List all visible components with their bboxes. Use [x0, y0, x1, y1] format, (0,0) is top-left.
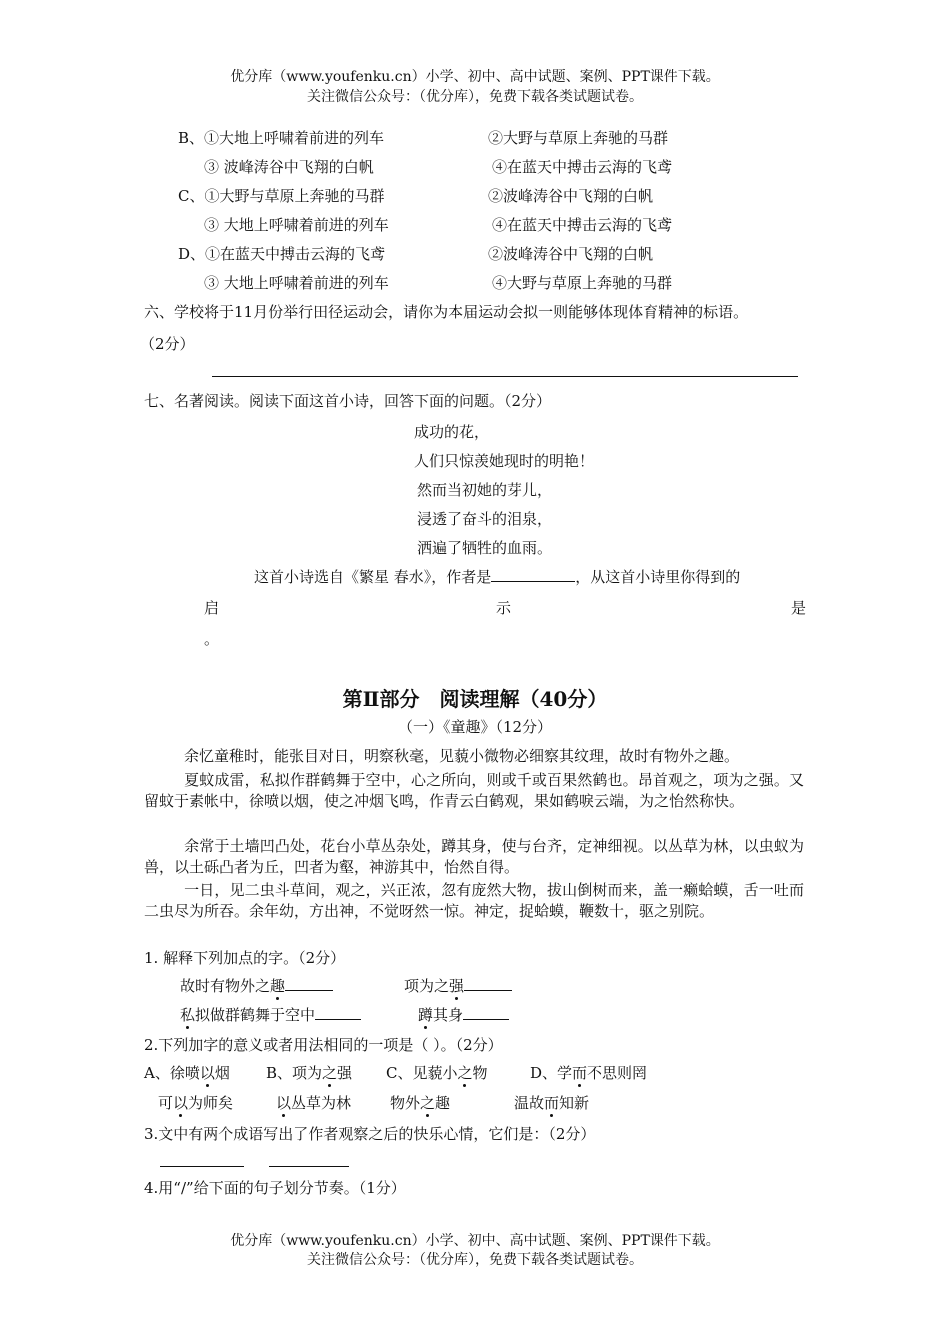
poem-line-4: 浸透了奋斗的泪泉， [417, 510, 553, 528]
question-7-prompt [254, 566, 740, 587]
q2-a2-post: 为师矣 [188, 1094, 234, 1112]
q2-c-post: 物 [472, 1064, 488, 1082]
option-b-4: ④在蓝天中搏击云海的飞鸢 [492, 158, 673, 176]
q1-d-blank[interactable] [463, 1005, 509, 1020]
q2-b-pre: B、项为 [266, 1064, 323, 1082]
option-c-3: ③ 大地上呼啸着前进的列车 [204, 216, 389, 234]
q2-a2-pre: 可 [158, 1094, 174, 1112]
q2-b2-dotted: 以 [276, 1094, 292, 1112]
q1-a-text: 故时有物外之 [180, 977, 271, 995]
q2-option-a-2 [158, 1092, 233, 1113]
q2-a-dotted: 以 [199, 1064, 215, 1082]
header-line-1: 优分库（www.youfenku.cn）小学、初中、高中试题、案例、PPT课件下载。 [230, 69, 720, 85]
q1-b-text: 项为之 [404, 977, 450, 995]
option-b-3: ③ 波峰涛谷中飞翔的白帆 [204, 158, 374, 176]
q2-b-post: 强 [337, 1064, 353, 1082]
part-2-title: 第Ⅱ部分 阅读理解（40分） [342, 687, 608, 711]
q2-a-post: 烟 [214, 1064, 230, 1082]
question-7-char-1: 启 [204, 599, 220, 617]
q2-option-a [144, 1062, 230, 1083]
q2-c-dotted: 之 [457, 1064, 473, 1082]
option-c-1: C、①大野与草原上奔驰的马群 [178, 187, 385, 205]
q2-option-d-2 [514, 1092, 589, 1113]
q1-c-text: 拟做群鹤舞于空中 [195, 1006, 316, 1024]
passage-paragraph-2-text: 夏蚊成雷，私拟作群鹤舞于空中，心之所向，则或千或百果然鹤也。昂首观之，项为之强。又留蚊于素帐中，徐喷以烟，使之冲烟飞鸣，作青云白鹤观，果如鹤唳云端，为之怡然称快。 [144, 771, 804, 810]
q2-option-b [266, 1062, 352, 1083]
poem-line-3: 然而当初她的芽儿， [417, 481, 553, 499]
q1-c-blank[interactable] [315, 1005, 361, 1020]
option-d-2: ②波峰涛谷中飞翔的白帆 [488, 245, 654, 263]
q3-blank-1[interactable] [160, 1166, 244, 1167]
poem-line-1: 成功的花， [414, 423, 490, 441]
q2-c2-pre: 物外 [390, 1094, 421, 1112]
q2-option-c [386, 1062, 488, 1083]
q1-a-dotted-char: 趣 [270, 977, 286, 995]
q2-c2-post: 趣 [435, 1094, 451, 1112]
question-1: 1. 解释下列加点的字。（2分） [144, 949, 346, 967]
poem-line-2: 人们只惊羡她现时的明艳！ [414, 452, 595, 470]
question-1-item-a [180, 975, 333, 996]
passage-paragraph-3-text: 余常于土墙凹凸处，花台小草丛杂处，蹲其身，使与台齐，定神细视。以丛草为林，以虫蚁为兽，以土砾凸者为丘，凹者为壑，神游其中，怡然自得。 [144, 837, 804, 876]
q1-a-blank[interactable] [285, 976, 333, 991]
question-7: 七、名著阅读。阅读下面这首小诗，回答下面的问题。（2分） [144, 392, 552, 410]
option-d-1: D、①在蓝天中搏击云海的飞鸢 [178, 245, 386, 263]
passage-paragraph-2 [144, 770, 804, 812]
part-2-subtitle: （一）《童趣》（12分） [397, 718, 553, 736]
q2-option-b-2 [276, 1092, 351, 1113]
question-7-end: 。 [204, 630, 220, 648]
q3-blank-2[interactable] [269, 1166, 349, 1167]
q2-d-post: 不思则罔 [587, 1064, 648, 1082]
q1-b-blank[interactable] [464, 976, 512, 991]
author-blank[interactable] [491, 567, 575, 582]
question-3: 3.文中有两个成语写出了作者观察之后的快乐心情，它们是：（2分） [144, 1125, 596, 1143]
q1-d-text: 其身 [433, 1006, 464, 1024]
question-6: 六、学校将于11月份举行田径运动会，请你为本届运动会拟一则能够体现体育精神的标语。 [144, 303, 749, 321]
question-1-item-d [418, 1004, 509, 1025]
q2-a-pre: A、徐喷 [144, 1064, 200, 1082]
passage-paragraph-4-text: 一日，见二虫斗草间，观之，兴正浓，忽有庞然大物，拔山倒树而来，盖一癞蛤蟆，舌一吐而二虫尽为所吞。余年幼，方出神，不觉呀然一惊。神定，捉蛤蟆，鞭数十，驱之别院。 [144, 881, 804, 920]
q1-b-dotted-char: 强 [449, 977, 465, 995]
question-7-prompt-b: ，从这首小诗里你得到的 [575, 568, 741, 586]
question-1-item-b [404, 975, 512, 996]
answer-line-6[interactable] [212, 376, 798, 377]
question-1-item-c [180, 1004, 361, 1025]
q2-d2-post: 知新 [559, 1094, 590, 1112]
option-d-3: ③ 大地上呼啸着前进的列车 [204, 274, 389, 292]
option-d-4: ④大野与草原上奔驰的马群 [492, 274, 673, 292]
q2-b2-post: 丛草为林 [291, 1094, 352, 1112]
question-7-char-2: 示 [496, 599, 512, 617]
footer-line-1: 优分库（www.youfenku.cn）小学、初中、高中试题、案例、PPT课件下载。 [230, 1233, 720, 1249]
q1-c-dotted-char: 私 [180, 1006, 196, 1024]
passage-paragraph-3 [144, 836, 804, 878]
q2-d2-pre: 温故 [514, 1094, 545, 1112]
option-b-1: B、①大地上呼啸着前进的列车 [178, 129, 385, 147]
footer-line-2: 关注微信公众号：（优分库），免费下载各类试题试卷。 [307, 1252, 643, 1268]
question-2: 2.下列加字的意义或者用法相同的一项是（ ）。（2分） [144, 1036, 503, 1054]
question-7-char-3: 是 [791, 599, 807, 617]
q2-option-c-2 [390, 1092, 450, 1113]
q2-d-pre: D、学 [530, 1064, 573, 1082]
q1-d-dotted-char: 蹲 [418, 1006, 434, 1024]
passage-paragraph-1-text: 余忆童稚时，能张目对日，明察秋毫，见藐小微物必细察其纹理，故时有物外之趣。 [184, 747, 740, 765]
option-c-2: ②波峰涛谷中飞翔的白帆 [488, 187, 654, 205]
question-4: 4.用“/”给下面的句子划分节奏。（1分） [144, 1179, 406, 1197]
header-line-2: 关注微信公众号：（优分库），免费下载各类试题试卷。 [307, 89, 643, 105]
option-c-4: ④在蓝天中搏击云海的飞鸢 [492, 216, 673, 234]
q2-option-d [530, 1062, 647, 1083]
question-6-score: （2分） [140, 335, 195, 353]
q2-a2-dotted: 以 [173, 1094, 189, 1112]
passage-paragraph-4 [144, 880, 804, 922]
q2-c-pre: C、见藐小 [386, 1064, 458, 1082]
poem-line-5: 洒遍了牺牲的血雨。 [417, 539, 553, 557]
passage-paragraph-1 [144, 746, 804, 767]
option-b-2: ②大野与草原上奔驰的马群 [488, 129, 669, 147]
question-7-prompt-a: 这首小诗选自《繁星 春水》，作者是 [254, 568, 492, 586]
q2-d-dotted: 而 [572, 1064, 588, 1082]
q2-b-dotted: 之 [322, 1064, 338, 1082]
q2-c2-dotted: 之 [420, 1094, 436, 1112]
q2-d2-dotted: 而 [544, 1094, 560, 1112]
